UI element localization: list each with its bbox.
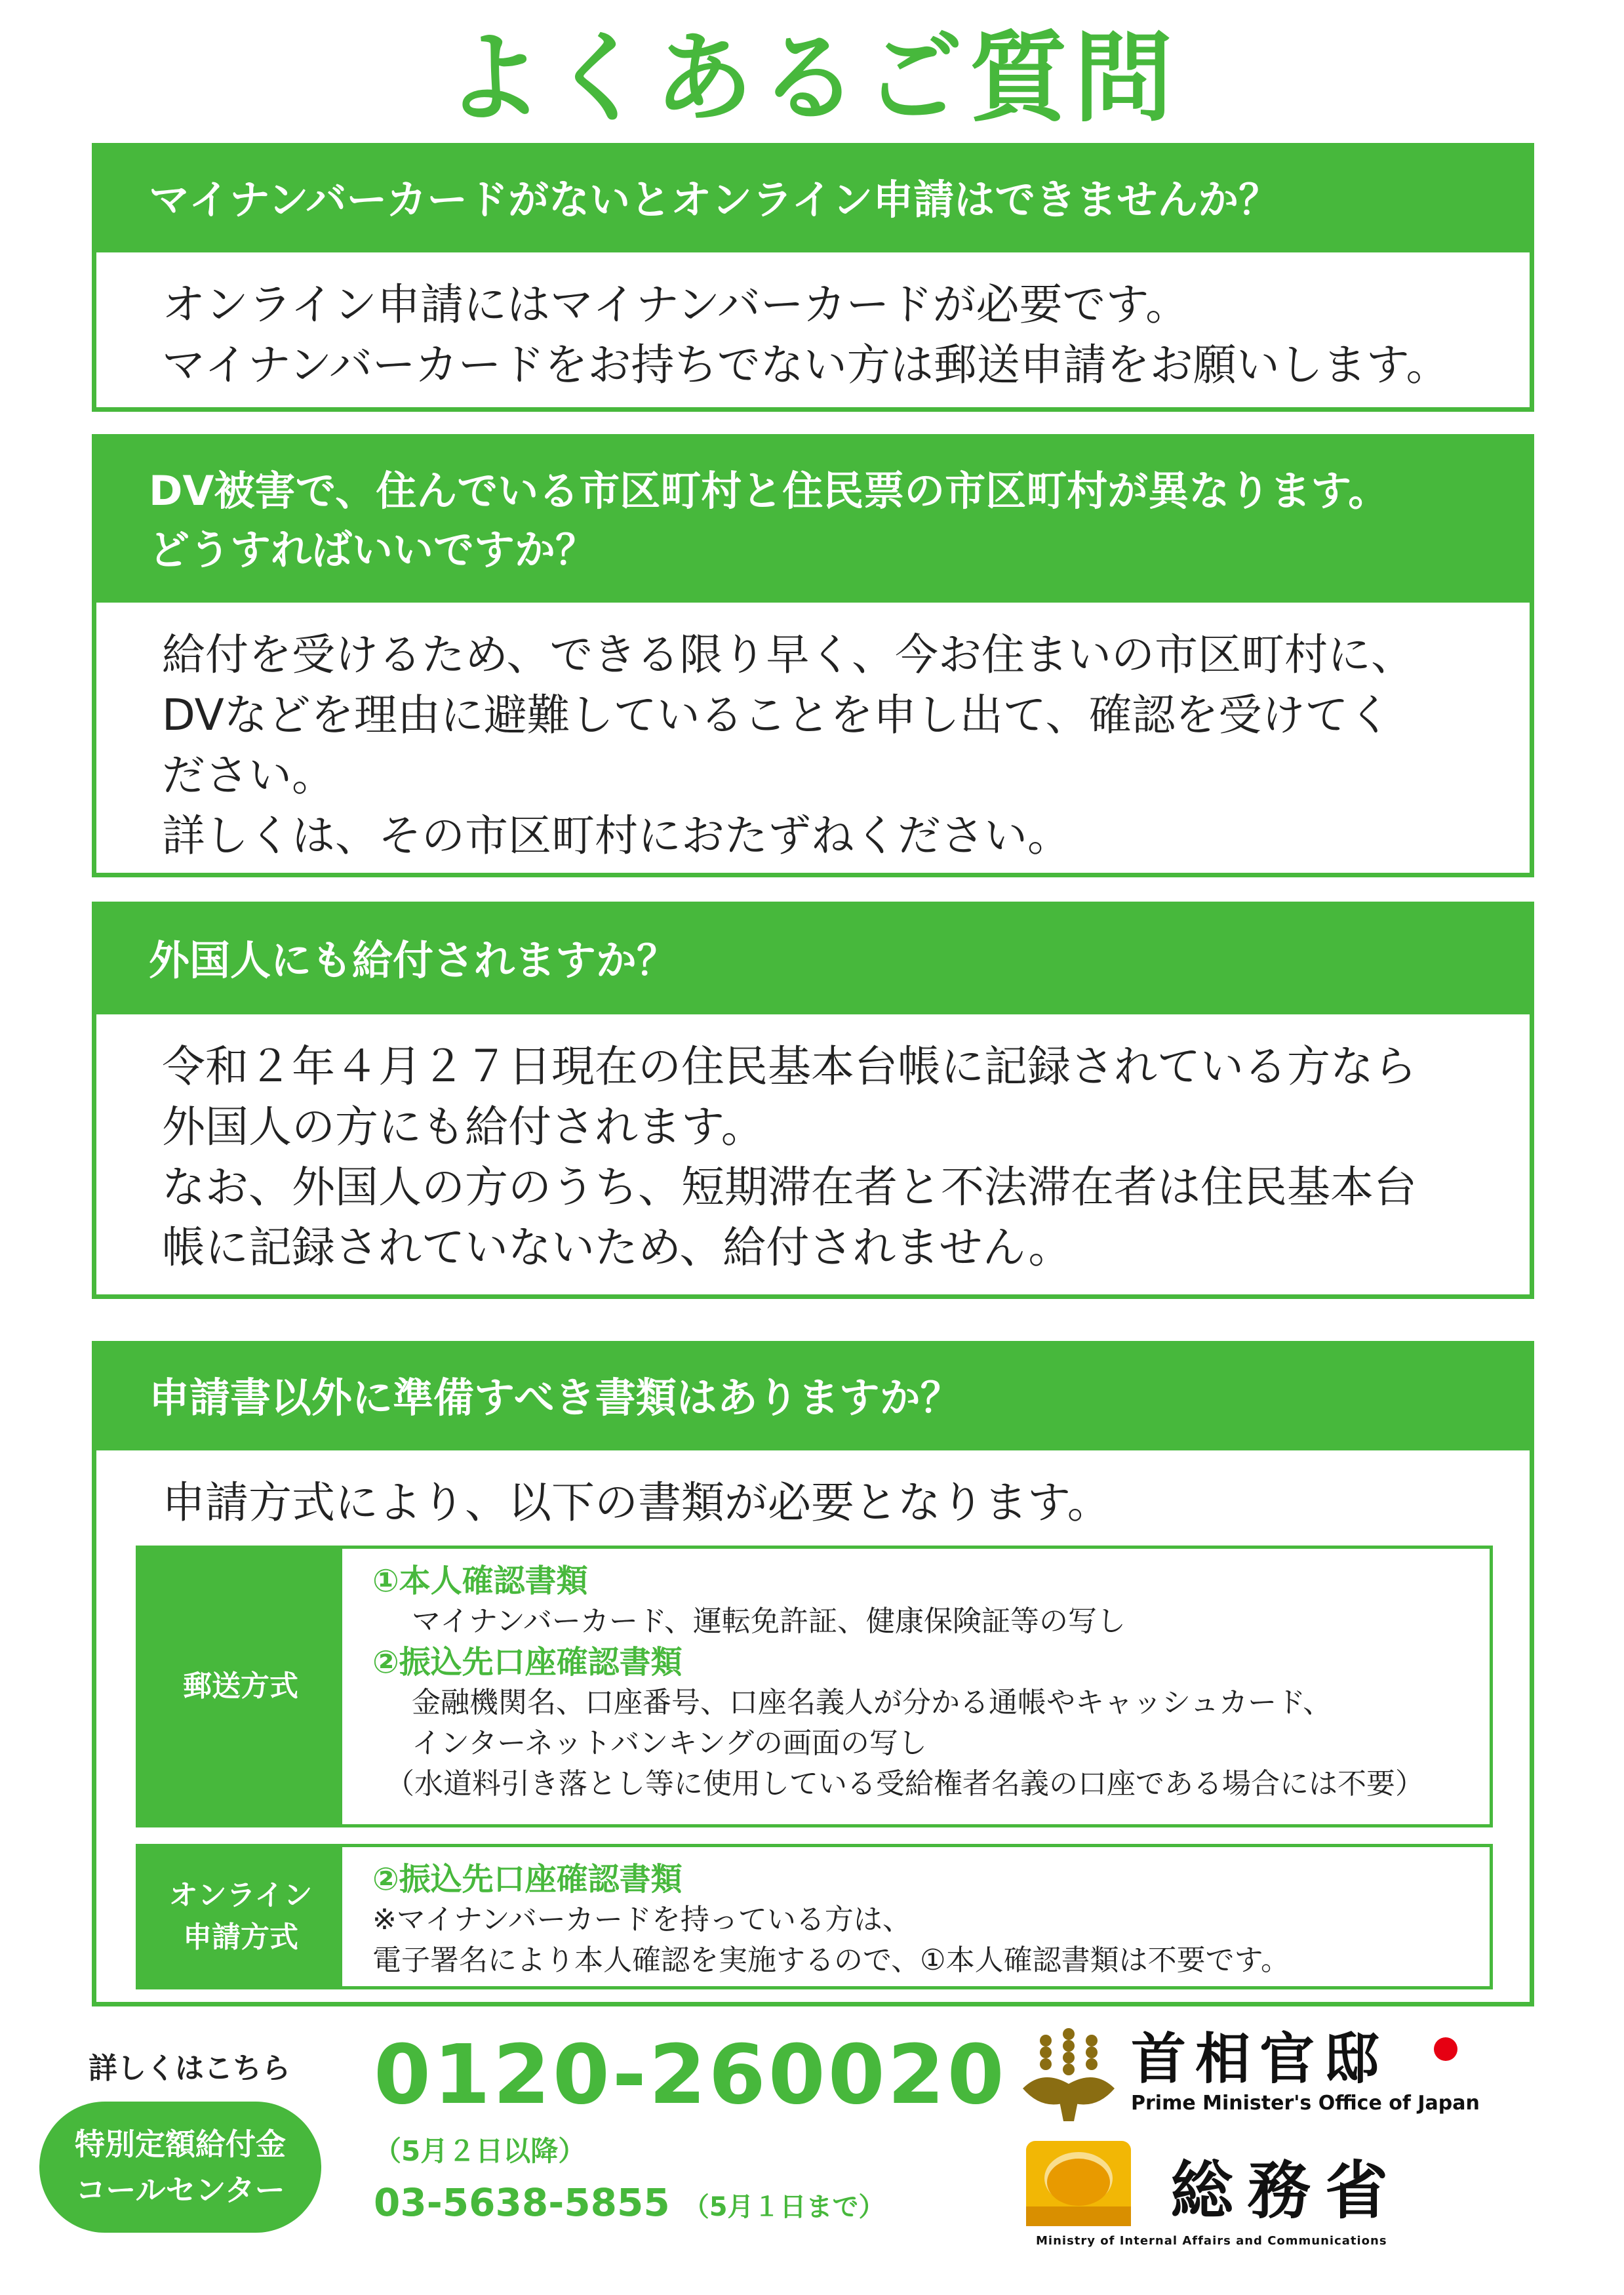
faq-answer-line: 帳に記録されていないため、給付されません。 [162, 1222, 1072, 1273]
japan-flag-icon [1429, 2033, 1462, 2066]
faq-question [96, 439, 1530, 603]
doc-text: 電子署名により本人確認を実施するので、①本人確認書類は不要です。 [372, 1944, 1290, 1977]
faq-answer-line: 外国人の方にも給付されます。 [162, 1102, 764, 1152]
doc-note: （水道料引き落とし等に使用している受給権者名義の口座である場合には不要） [386, 1767, 1424, 1801]
faq-question [96, 906, 1530, 1014]
doc-heading: ②振込先口座確認書類 [372, 1861, 683, 1898]
call-center-line: 特別定額給付金 [75, 2126, 286, 2162]
faq-card-documents [92, 1341, 1534, 2006]
paulownia-crest-icon [1016, 2026, 1121, 2125]
doc-text: マイナンバーカード、運転免許証、健康保険証等の写し [412, 1605, 1126, 1638]
doc-text: インターネットバンキングの画面の写し [412, 1726, 927, 1760]
faq-card-dv [92, 434, 1534, 877]
soumu-name: 総務省 [1170, 2154, 1402, 2227]
mail-method-label [139, 1549, 342, 1824]
doc-heading: ②振込先口座確認書類 [372, 1644, 683, 1681]
faq-question-line: DV被害で、住んでいる市区町村と住民票の市区町村が異なります。 [149, 467, 1389, 515]
kantei-logo [1016, 2026, 1488, 2125]
phone-sub-line [374, 2180, 885, 2225]
phone-sub-note: （5月１日まで） [683, 2192, 885, 2222]
faq-answer-line: 詳しくは、その市区町村におたずねください。 [162, 810, 1071, 861]
soumu-english: Ministry of Internal Affairs and Communications [1036, 2234, 1387, 2248]
online-method-label-line: 申請方式 [183, 1921, 298, 1954]
faq-question [96, 148, 1530, 252]
call-center-badge [39, 2102, 321, 2233]
faq-answer-line: オンライン申請にはマイナンバーカードが必要です。 [162, 279, 1189, 330]
faq-answer [96, 1014, 1530, 1278]
faq-answer [96, 1450, 1530, 1533]
doc-text: ※マイナンバーカードを持っている方は、 [372, 1903, 911, 1936]
mail-method-table [136, 1546, 1493, 1827]
phone-main[interactable]: 0120-260020 [374, 2027, 1007, 2123]
faq-answer-line: ださい。 [162, 750, 335, 801]
faq-question-line: どうすればいいですか？ [149, 526, 597, 574]
faq-answer [96, 603, 1530, 866]
online-method-label [139, 1847, 342, 1986]
faq-answer-line: DVなどを理由に避難していることを申し出て、確認を受けてく [162, 690, 1392, 740]
call-center-line: コールセンター [75, 2172, 285, 2208]
faq-card-mynumber [92, 143, 1534, 412]
faq-question-line: 外国人にも給付されますか？ [149, 936, 678, 984]
faq-answer-line: 申請方式により、以下の書類が必要となります。 [162, 1477, 1111, 1528]
faq-question-line: マイナンバーカードがないとオンライン申請はできませんか？ [149, 176, 1280, 224]
page-title: よくあるご質問 [445, 22, 1179, 136]
online-method-content [342, 1847, 1490, 1986]
faq-answer-line: 令和２年４月２７日現在の住民基本台帳に記録されている方なら [162, 1041, 1417, 1092]
faq-card-foreigner [92, 902, 1534, 1299]
contact-label: 詳しくはこちら [89, 2052, 290, 2085]
faq-answer [96, 252, 1530, 395]
soumu-logo [1023, 2134, 1482, 2246]
kantei-name: 首相官邸 [1131, 2027, 1389, 2091]
soumu-emblem-icon [1023, 2138, 1134, 2229]
faq-answer-line: マイナンバーカードをお持ちでない方は郵送申請をお願いします。 [162, 340, 1450, 390]
online-method-label-line: オンライン [168, 1879, 313, 1912]
online-method-table [136, 1844, 1493, 1989]
phone-main-note: （5月２日以降） [374, 2135, 586, 2167]
mail-method-label-text: 郵送方式 [183, 1669, 298, 1703]
kantei-english: Prime Minister's Office of Japan [1131, 2092, 1480, 2115]
faq-question [96, 1346, 1530, 1450]
faq-question-line: 申請書以外に準備すべき書類はありますか？ [149, 1374, 961, 1422]
faq-answer-line: 給付を受けるため、できる限り早く、今お住まいの市区町村に、 [162, 629, 1415, 680]
faq-answer-line: なお、外国人の方のうち、短期滞在者と不法滞在者は住民基本台 [162, 1162, 1417, 1212]
phone-sub[interactable]: 03-5638-5855 [374, 2180, 670, 2225]
doc-text: 金融機関名、口座番号、口座名義人が分かる通帳やキャッシュカード、 [412, 1686, 1332, 1719]
mail-method-content [342, 1549, 1490, 1824]
doc-heading: ①本人確認書類 [372, 1563, 588, 1599]
